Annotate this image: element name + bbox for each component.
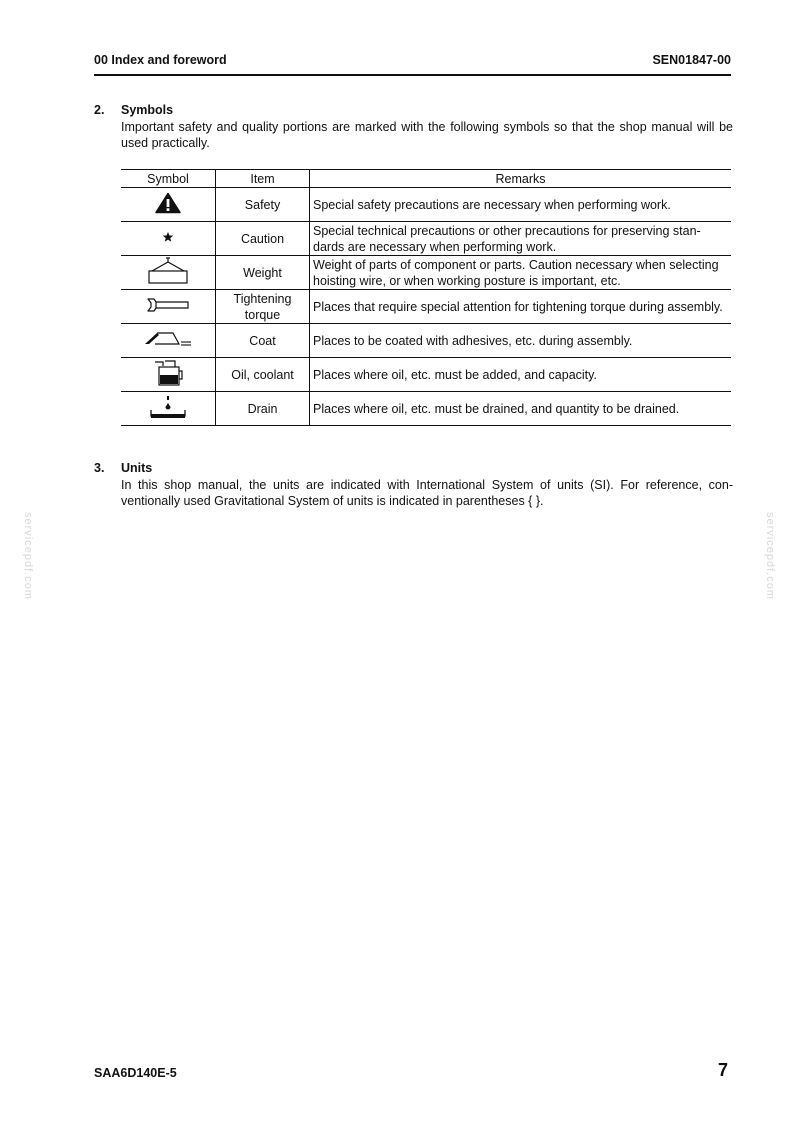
warning-triangle-icon <box>155 192 181 217</box>
page-header <box>94 52 731 76</box>
remarks-cell: Places where oil, etc. must be drained, and quantity to be drained. <box>310 392 732 426</box>
item-cell: Drain <box>216 392 310 426</box>
item-cell: Safety <box>216 188 310 222</box>
weight-icon <box>146 257 190 288</box>
column-header-remarks: Remarks <box>310 170 732 188</box>
section-title: Units <box>121 461 153 475</box>
coat-icon <box>143 329 193 352</box>
symbols-table <box>121 169 731 426</box>
column-header-item: Item <box>216 170 310 188</box>
section-body: Important safety and quality portions are marked with the following symbols so that the shop manual will be used practically. <box>121 120 733 150</box>
table-header-row <box>121 170 731 188</box>
wrench-icon <box>145 295 191 318</box>
item-cell: Coat <box>216 324 310 358</box>
item-cell: Weight <box>216 256 310 290</box>
table-row <box>121 256 731 290</box>
item-cell: Oil, coolant <box>216 358 310 392</box>
section-number: 3. <box>94 461 105 475</box>
table-row <box>121 290 731 324</box>
section-number: 2. <box>94 103 105 117</box>
table-row <box>121 188 731 222</box>
table-row <box>121 358 731 392</box>
table-row <box>121 324 731 358</box>
oil-can-icon <box>151 359 185 390</box>
watermark-right: servicepdf.com <box>764 512 776 600</box>
header-document-code: SEN01847-00 <box>652 53 731 67</box>
section-title: Symbols <box>121 103 174 117</box>
section-body: In this shop manual, the units are indicated with International System of units (SI). For reference, con-ventionally used Gravitational System of units is indicated in parentheses { }. <box>121 478 733 508</box>
star-icon <box>162 231 174 246</box>
header-section-title: 00 Index and foreword <box>94 53 227 67</box>
watermark-left: servicepdf.com <box>22 512 34 600</box>
table-row <box>121 222 731 256</box>
footer-model: SAA6D140E-5 <box>94 1066 177 1080</box>
page-number: 7 <box>718 1060 729 1080</box>
remarks-cell: Places where oil, etc. must be added, and capacity. <box>310 358 732 392</box>
table-row <box>121 392 731 426</box>
remarks-cell: Weight of parts of component or parts. Caution necessary when selecting hoisting wire, or when working posture is important, etc. <box>310 256 732 290</box>
item-cell: Caution <box>216 222 310 256</box>
remarks-cell: Special technical precautions or other precautions for preserving stan-dards are necessary when performing work. <box>310 222 732 256</box>
item-cell: Tightening torque <box>216 290 310 324</box>
drain-icon <box>148 394 188 423</box>
remarks-cell: Places to be coated with adhesives, etc. during assembly. <box>310 324 732 358</box>
remarks-cell: Places that require special attention for tightening torque during assembly. <box>310 290 732 324</box>
column-header-symbol: Symbol <box>121 170 216 188</box>
remarks-cell: Special safety precautions are necessary when performing work. <box>310 188 732 222</box>
